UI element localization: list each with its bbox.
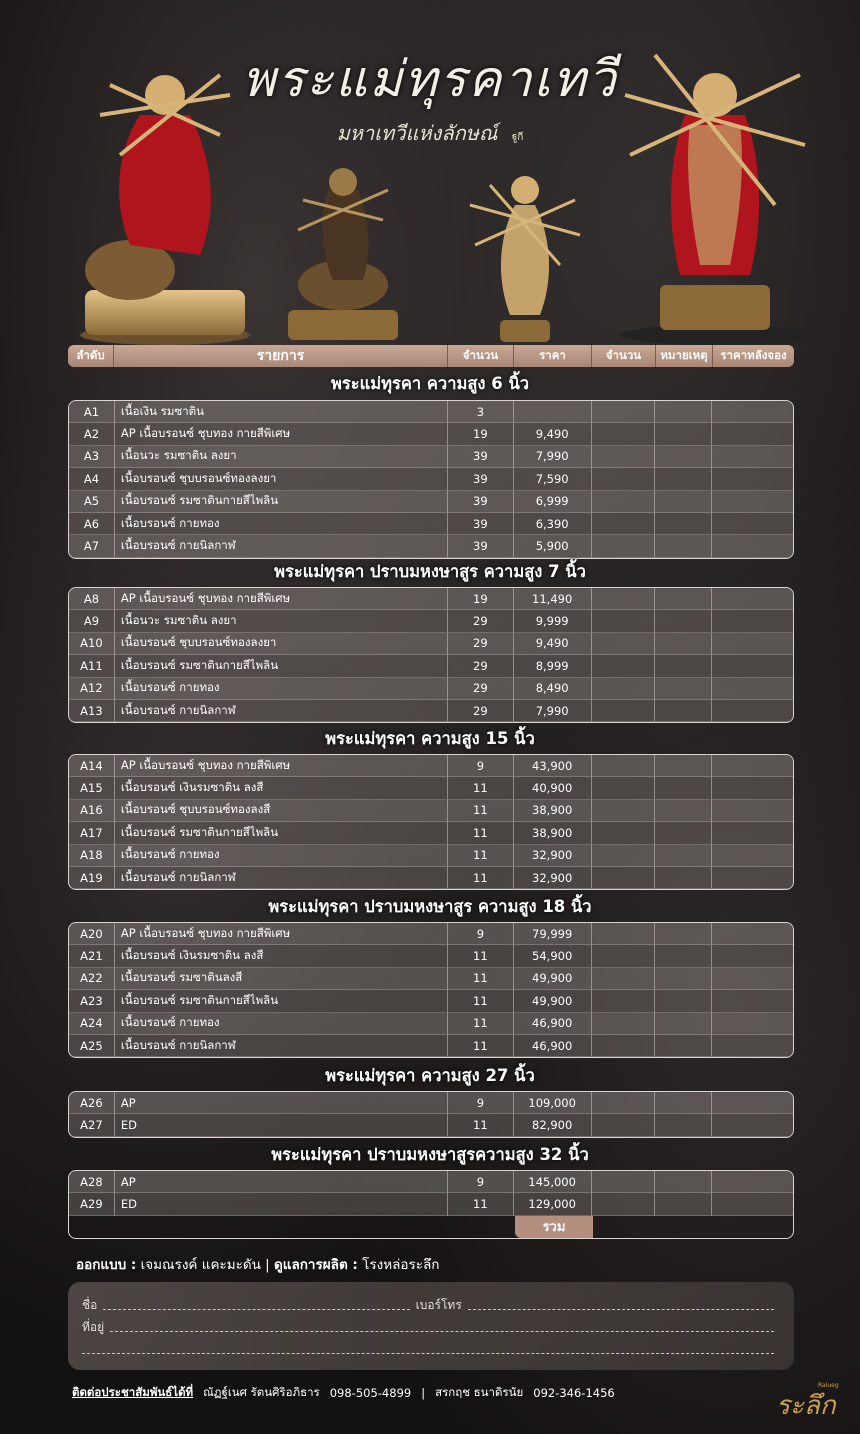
row-after-price[interactable] bbox=[712, 401, 793, 423]
table-row bbox=[69, 1114, 793, 1136]
row-note[interactable] bbox=[655, 945, 712, 967]
row-order-count[interactable] bbox=[592, 1193, 656, 1215]
row-note[interactable] bbox=[655, 755, 712, 777]
row-code: A23 bbox=[69, 990, 115, 1012]
address-field-2[interactable] bbox=[82, 1345, 774, 1354]
row-note[interactable] bbox=[655, 401, 712, 423]
row-item: AP เนื้อบรอนซ์ ชุบทอง กายสีพิเศษ bbox=[115, 588, 448, 610]
row-qty: 39 bbox=[448, 446, 514, 468]
name-label: ชื่อ bbox=[82, 1297, 98, 1312]
brand-logo: ระลึก bbox=[776, 1391, 836, 1421]
row-code: A15 bbox=[69, 777, 115, 799]
design-label: ออกแบบ : bbox=[76, 1257, 137, 1273]
row-order-count[interactable] bbox=[592, 1114, 656, 1136]
header-price: ราคา bbox=[514, 345, 592, 367]
hero-banner bbox=[0, 0, 860, 345]
row-item: เนื้อบรอนซ์ ชุบบรอนซ์ทองลงยา bbox=[115, 633, 448, 655]
row-price: 49,900 bbox=[514, 990, 592, 1012]
row-qty: 11 bbox=[448, 822, 514, 844]
row-qty: 39 bbox=[448, 513, 514, 535]
row-price: 8,490 bbox=[514, 678, 592, 700]
row-order-count[interactable] bbox=[592, 491, 656, 513]
row-price: 38,900 bbox=[514, 800, 592, 822]
table-row bbox=[69, 800, 793, 822]
row-item: เนื้อบรอนซ์ ชุบบรอนซ์ทองลงสี bbox=[115, 800, 448, 822]
row-qty: 11 bbox=[448, 1035, 514, 1057]
row-price: 5,900 bbox=[514, 535, 592, 557]
row-item: เนื้อบรอนซ์ รมซาตินกายสีไพลิน bbox=[115, 822, 448, 844]
row-price: 40,900 bbox=[514, 777, 592, 799]
section-title: พระแม่ทุรคา ความสูง 15 นิ้ว bbox=[325, 729, 535, 748]
table-row bbox=[69, 446, 793, 468]
row-item: เนื้อบรอนซ์ เงินรมซาติน ลงสี bbox=[115, 777, 448, 799]
row-note[interactable] bbox=[655, 535, 712, 557]
row-price: 54,900 bbox=[514, 945, 592, 967]
table-row bbox=[69, 1171, 793, 1193]
row-code: A3 bbox=[69, 446, 115, 468]
row-order-count[interactable] bbox=[592, 588, 656, 610]
row-code: A25 bbox=[69, 1035, 115, 1057]
section-title: พระแม่ทุรคา ปราบมหงษาสูร ความสูง 18 นิ้ว bbox=[268, 897, 592, 916]
table-row bbox=[69, 1193, 793, 1215]
row-code: A18 bbox=[69, 845, 115, 867]
header-item: รายการ bbox=[114, 345, 448, 367]
row-code: A7 bbox=[69, 535, 115, 557]
credits: ออกแบบ : เจมณรงค์ แคะมะดัน | ดูแลการผลิต : โรงหล่อระลึก bbox=[76, 1257, 440, 1273]
address-label: ที่อยู่ bbox=[82, 1319, 105, 1334]
row-note[interactable] bbox=[655, 468, 712, 490]
statue-image-dancer bbox=[460, 165, 590, 345]
row-after-price[interactable] bbox=[712, 535, 793, 557]
row-qty: 11 bbox=[448, 1114, 514, 1136]
row-item: เนื้อบรอนซ์ กายทอง bbox=[115, 1013, 448, 1035]
table-row bbox=[69, 755, 793, 777]
row-item: เนื้อบรอนซ์ รมซาตินกายสีไพลิน bbox=[115, 655, 448, 677]
row-qty: 11 bbox=[448, 800, 514, 822]
row-price: 7,590 bbox=[514, 468, 592, 490]
address-field[interactable] bbox=[110, 1323, 774, 1332]
subtitle-text: มหาเทวีแห่งลักษณ์ bbox=[336, 121, 498, 145]
row-code: A21 bbox=[69, 945, 115, 967]
row-code: A6 bbox=[69, 513, 115, 535]
contact-info: ติดต่อประชาสัมพันธ์ได้ที่ ณัฏฐ์เนศ รัตนศิริอภิธาร 098-505-4899 | สรกฤช ธนาดิรนัย 092-346-1456 bbox=[72, 1385, 615, 1400]
row-note[interactable] bbox=[655, 513, 712, 535]
row-price: 38,900 bbox=[514, 822, 592, 844]
contact-phone-2: 092-346-1456 bbox=[533, 1386, 615, 1400]
row-order-count[interactable] bbox=[592, 867, 656, 889]
table-row bbox=[69, 491, 793, 513]
row-after-price[interactable] bbox=[712, 1035, 793, 1057]
row-after-price[interactable] bbox=[712, 822, 793, 844]
table-row bbox=[69, 633, 793, 655]
row-after-price[interactable] bbox=[712, 513, 793, 535]
row-code: A13 bbox=[69, 700, 115, 722]
row-item: เนื้อบรอนซ์ กายนิลกาฬ bbox=[115, 1035, 448, 1057]
row-after-price[interactable] bbox=[712, 423, 793, 445]
subtitle-tag: ฐูกี bbox=[511, 132, 524, 143]
row-order-count[interactable] bbox=[592, 700, 656, 722]
header-count: จำนวน bbox=[592, 345, 656, 367]
row-note[interactable] bbox=[655, 610, 712, 632]
row-order-count[interactable] bbox=[592, 446, 656, 468]
row-item: เนื้อบรอนซ์ รมซาตินกายสีไพลิน bbox=[115, 491, 448, 513]
row-after-price[interactable] bbox=[712, 945, 793, 967]
row-qty: 11 bbox=[448, 1013, 514, 1035]
price-table bbox=[68, 754, 794, 890]
row-order-count[interactable] bbox=[592, 1013, 656, 1035]
price-table bbox=[68, 587, 794, 723]
row-price: 7,990 bbox=[514, 446, 592, 468]
phone-label: เบอร์โทร bbox=[415, 1297, 462, 1312]
total-row bbox=[69, 1216, 793, 1238]
row-price: 46,900 bbox=[514, 1035, 592, 1057]
production-value: โรงหล่อระลึก bbox=[362, 1257, 440, 1273]
row-item: เนื้อบรอนซ์ รมซาตินลงสี bbox=[115, 968, 448, 990]
row-after-price[interactable] bbox=[712, 1013, 793, 1035]
row-price: 46,900 bbox=[514, 1013, 592, 1035]
row-after-price[interactable] bbox=[712, 491, 793, 513]
table-header bbox=[68, 345, 794, 367]
row-item: เนื้อบรอนซ์ กายทอง bbox=[115, 513, 448, 535]
table-row bbox=[69, 867, 793, 889]
row-order-count[interactable] bbox=[592, 610, 656, 632]
row-price: 109,000 bbox=[514, 1092, 592, 1114]
row-qty: 39 bbox=[448, 468, 514, 490]
row-item: เนื้อบรอนซ์ กายทอง bbox=[115, 678, 448, 700]
row-note[interactable] bbox=[655, 491, 712, 513]
row-code: A10 bbox=[69, 633, 115, 655]
row-price: 32,900 bbox=[514, 867, 592, 889]
row-price: 6,999 bbox=[514, 491, 592, 513]
row-code: A9 bbox=[69, 610, 115, 632]
price-table bbox=[68, 922, 794, 1058]
row-price: 145,000 bbox=[514, 1171, 592, 1193]
row-note[interactable] bbox=[655, 423, 712, 445]
row-code: A17 bbox=[69, 822, 115, 844]
section-title: พระแม่ทุรคา ความสูง 6 นิ้ว bbox=[331, 374, 529, 393]
row-item: เนื้อบรอนซ์ กายนิลกาฬ bbox=[115, 535, 448, 557]
row-qty: 11 bbox=[448, 1193, 514, 1215]
production-label: ดูแลการผลิต : bbox=[274, 1257, 358, 1273]
table-row bbox=[69, 845, 793, 867]
design-value: เจมณรงค์ แคะมะดัน bbox=[140, 1257, 261, 1273]
row-note[interactable] bbox=[655, 777, 712, 799]
row-price bbox=[514, 401, 592, 423]
table-row bbox=[69, 588, 793, 610]
row-code: A2 bbox=[69, 423, 115, 445]
row-code: A22 bbox=[69, 968, 115, 990]
row-order-count[interactable] bbox=[592, 755, 656, 777]
row-order-count[interactable] bbox=[592, 1171, 656, 1193]
row-note[interactable] bbox=[655, 1013, 712, 1035]
row-order-count[interactable] bbox=[592, 401, 656, 423]
row-qty: 11 bbox=[448, 945, 514, 967]
row-order-count[interactable] bbox=[592, 923, 656, 945]
row-order-count[interactable] bbox=[592, 968, 656, 990]
row-qty: 11 bbox=[448, 867, 514, 889]
row-code: A24 bbox=[69, 1013, 115, 1035]
row-item: AP bbox=[115, 1092, 448, 1114]
row-qty: 3 bbox=[448, 401, 514, 423]
price-table bbox=[68, 400, 794, 559]
row-note[interactable] bbox=[655, 822, 712, 844]
row-order-count[interactable] bbox=[592, 845, 656, 867]
row-qty: 11 bbox=[448, 777, 514, 799]
row-after-price[interactable] bbox=[712, 777, 793, 799]
name-field[interactable] bbox=[103, 1301, 409, 1310]
order-form bbox=[68, 1282, 794, 1370]
row-after-price[interactable] bbox=[712, 610, 793, 632]
row-item: เนื้อบรอนซ์ กายทอง bbox=[115, 845, 448, 867]
row-note[interactable] bbox=[655, 1092, 712, 1114]
row-code: A4 bbox=[69, 468, 115, 490]
row-order-count[interactable] bbox=[592, 513, 656, 535]
row-price: 49,900 bbox=[514, 968, 592, 990]
row-code: A19 bbox=[69, 867, 115, 889]
row-order-count[interactable] bbox=[592, 990, 656, 1012]
row-code: A27 bbox=[69, 1114, 115, 1136]
row-item: เนื้อบรอนซ์ กายนิลกาฬ bbox=[115, 867, 448, 889]
row-item: เนื้อนวะ รมซาติน ลงยา bbox=[115, 610, 448, 632]
row-item: ED bbox=[115, 1193, 448, 1215]
row-code: A26 bbox=[69, 1092, 115, 1114]
row-order-count[interactable] bbox=[592, 1035, 656, 1057]
row-code: A11 bbox=[69, 655, 115, 677]
table-row bbox=[69, 990, 793, 1012]
row-order-count[interactable] bbox=[592, 1092, 656, 1114]
header-after-price: ราคาหลังจอง bbox=[720, 348, 787, 362]
row-qty: 29 bbox=[448, 678, 514, 700]
page-title: พระแม่ทุรคาเทวี bbox=[242, 50, 618, 108]
row-after-price[interactable] bbox=[712, 468, 793, 490]
table-row bbox=[69, 945, 793, 967]
row-qty: 9 bbox=[448, 755, 514, 777]
table-row bbox=[69, 423, 793, 445]
row-after-price[interactable] bbox=[712, 633, 793, 655]
table-row bbox=[69, 678, 793, 700]
statue-image-right bbox=[615, 35, 815, 345]
statue-image-lion bbox=[283, 160, 403, 345]
row-note[interactable] bbox=[655, 845, 712, 867]
row-order-count[interactable] bbox=[592, 535, 656, 557]
row-price: 43,900 bbox=[514, 755, 592, 777]
phone-field[interactable] bbox=[468, 1301, 774, 1310]
contact-person-1: ณัฏฐ์เนศ รัตนศิริอภิธาร bbox=[203, 1385, 320, 1399]
row-after-price[interactable] bbox=[712, 755, 793, 777]
row-order-count[interactable] bbox=[592, 777, 656, 799]
row-note[interactable] bbox=[655, 1114, 712, 1136]
row-after-price[interactable] bbox=[712, 1092, 793, 1114]
row-note[interactable] bbox=[655, 1193, 712, 1215]
header-code: ลำดับ bbox=[68, 345, 114, 367]
row-after-price[interactable] bbox=[712, 446, 793, 468]
page-subtitle bbox=[300, 117, 560, 149]
row-code: A16 bbox=[69, 800, 115, 822]
row-note[interactable] bbox=[655, 800, 712, 822]
row-price: 6,390 bbox=[514, 513, 592, 535]
row-after-price[interactable] bbox=[712, 845, 793, 867]
row-after-price[interactable] bbox=[712, 700, 793, 722]
row-order-count[interactable] bbox=[592, 468, 656, 490]
row-order-count[interactable] bbox=[592, 822, 656, 844]
price-table bbox=[68, 1170, 794, 1239]
row-order-count[interactable] bbox=[592, 633, 656, 655]
row-price: 7,990 bbox=[514, 700, 592, 722]
row-after-price[interactable] bbox=[712, 968, 793, 990]
section-title: พระแม่ทุรคา ความสูง 27 นิ้ว bbox=[325, 1066, 535, 1085]
row-qty: 9 bbox=[448, 1092, 514, 1114]
contact-label: ติดต่อประชาสัมพันธ์ได้ที่ bbox=[72, 1385, 194, 1399]
row-qty: 39 bbox=[448, 491, 514, 513]
row-qty: 19 bbox=[448, 588, 514, 610]
row-item: เนื้อบรอนซ์ กายนิลกาฬ bbox=[115, 700, 448, 722]
row-after-price[interactable] bbox=[712, 588, 793, 610]
row-after-price[interactable] bbox=[712, 1171, 793, 1193]
table-row bbox=[69, 535, 793, 557]
row-item: เนื้อบรอนซ์ รมซาตินกายสีไพลิน bbox=[115, 990, 448, 1012]
row-code: A5 bbox=[69, 491, 115, 513]
row-qty: 19 bbox=[448, 423, 514, 445]
row-qty: 11 bbox=[448, 845, 514, 867]
table-row bbox=[69, 468, 793, 490]
row-after-price[interactable] bbox=[712, 923, 793, 945]
row-qty: 29 bbox=[448, 700, 514, 722]
total-label: รวม bbox=[515, 1216, 593, 1238]
row-note[interactable] bbox=[655, 923, 712, 945]
row-order-count[interactable] bbox=[592, 655, 656, 677]
row-order-count[interactable] bbox=[592, 800, 656, 822]
row-note[interactable] bbox=[655, 968, 712, 990]
row-price: 11,490 bbox=[514, 588, 592, 610]
table-row bbox=[69, 655, 793, 677]
row-note[interactable] bbox=[655, 1171, 712, 1193]
row-note[interactable] bbox=[655, 867, 712, 889]
price-table bbox=[68, 1091, 794, 1138]
table-row bbox=[69, 1035, 793, 1057]
row-price: 79,999 bbox=[514, 923, 592, 945]
row-order-count[interactable] bbox=[592, 945, 656, 967]
row-note[interactable] bbox=[655, 990, 712, 1012]
row-qty: 29 bbox=[448, 610, 514, 632]
table-row bbox=[69, 923, 793, 945]
row-note[interactable] bbox=[655, 1035, 712, 1057]
row-after-price[interactable] bbox=[712, 678, 793, 700]
brand-logo-caption: Ralueg bbox=[818, 1382, 839, 1389]
table-row bbox=[69, 513, 793, 535]
row-item: เนื้อนวะ รมซาติน ลงยา bbox=[115, 446, 448, 468]
row-price: 9,999 bbox=[514, 610, 592, 632]
row-note[interactable] bbox=[655, 678, 712, 700]
row-price: 129,000 bbox=[514, 1193, 592, 1215]
row-after-price[interactable] bbox=[712, 800, 793, 822]
table-row bbox=[69, 610, 793, 632]
row-item: AP เนื้อบรอนซ์ ชุบทอง กายสีพิเศษ bbox=[115, 423, 448, 445]
contact-phone-1: 098-505-4899 bbox=[329, 1386, 412, 1400]
table-row bbox=[69, 1092, 793, 1114]
row-item: AP เนื้อบรอนซ์ ชุบทอง กายสีพิเศษ bbox=[115, 755, 448, 777]
table-row bbox=[69, 1013, 793, 1035]
row-price: 9,490 bbox=[514, 423, 592, 445]
row-order-count[interactable] bbox=[592, 678, 656, 700]
contact-person-2: สรกฤช ธนาดิรนัย bbox=[435, 1385, 524, 1399]
table-row bbox=[69, 401, 793, 423]
row-item: AP bbox=[115, 1171, 448, 1193]
row-code: A8 bbox=[69, 588, 115, 610]
row-item: ED bbox=[115, 1114, 448, 1136]
header-qty: จำนวน bbox=[448, 345, 514, 367]
row-price: 32,900 bbox=[514, 845, 592, 867]
row-qty: 9 bbox=[448, 923, 514, 945]
row-note[interactable] bbox=[655, 700, 712, 722]
row-code: A12 bbox=[69, 678, 115, 700]
row-code: A20 bbox=[69, 923, 115, 945]
table-row bbox=[69, 822, 793, 844]
row-note[interactable] bbox=[655, 588, 712, 610]
row-after-price[interactable] bbox=[712, 990, 793, 1012]
row-price: 82,900 bbox=[514, 1114, 592, 1136]
row-qty: 11 bbox=[448, 968, 514, 990]
row-item: เนื้อเงิน รมซาติน bbox=[115, 401, 448, 423]
row-order-count[interactable] bbox=[592, 423, 656, 445]
row-price: 9,490 bbox=[514, 633, 592, 655]
section-title: พระแม่ทุรคา ปราบมหงษาสูรความสูง 32 นิ้ว bbox=[271, 1145, 589, 1164]
row-note[interactable] bbox=[655, 446, 712, 468]
row-qty: 29 bbox=[448, 633, 514, 655]
row-code: A1 bbox=[69, 401, 115, 423]
row-qty: 11 bbox=[448, 990, 514, 1012]
row-item: เนื้อบรอนซ์ ชุบบรอนซ์ทองลงยา bbox=[115, 468, 448, 490]
table-row bbox=[69, 777, 793, 799]
row-price: 8,999 bbox=[514, 655, 592, 677]
section-title: พระแม่ทุรคา ปราบมหงษาสูร ความสูง 7 นิ้ว bbox=[274, 562, 586, 581]
header-note: หมายเหตุ bbox=[656, 345, 713, 367]
row-code: A14 bbox=[69, 755, 115, 777]
table-row bbox=[69, 968, 793, 990]
row-note[interactable] bbox=[655, 633, 712, 655]
row-qty: 9 bbox=[448, 1171, 514, 1193]
row-item: AP เนื้อบรอนซ์ ชุบทอง กายสีพิเศษ bbox=[115, 923, 448, 945]
row-code: A29 bbox=[69, 1193, 115, 1215]
row-qty: 29 bbox=[448, 655, 514, 677]
row-item: เนื้อบรอนซ์ เงินรมซาติน ลงสี bbox=[115, 945, 448, 967]
row-after-price[interactable] bbox=[712, 655, 793, 677]
row-after-price[interactable] bbox=[712, 1114, 793, 1136]
row-code: A28 bbox=[69, 1171, 115, 1193]
row-after-price[interactable] bbox=[712, 1193, 793, 1215]
row-qty: 39 bbox=[448, 535, 514, 557]
row-after-price[interactable] bbox=[712, 867, 793, 889]
row-note[interactable] bbox=[655, 655, 712, 677]
table-row bbox=[69, 700, 793, 722]
